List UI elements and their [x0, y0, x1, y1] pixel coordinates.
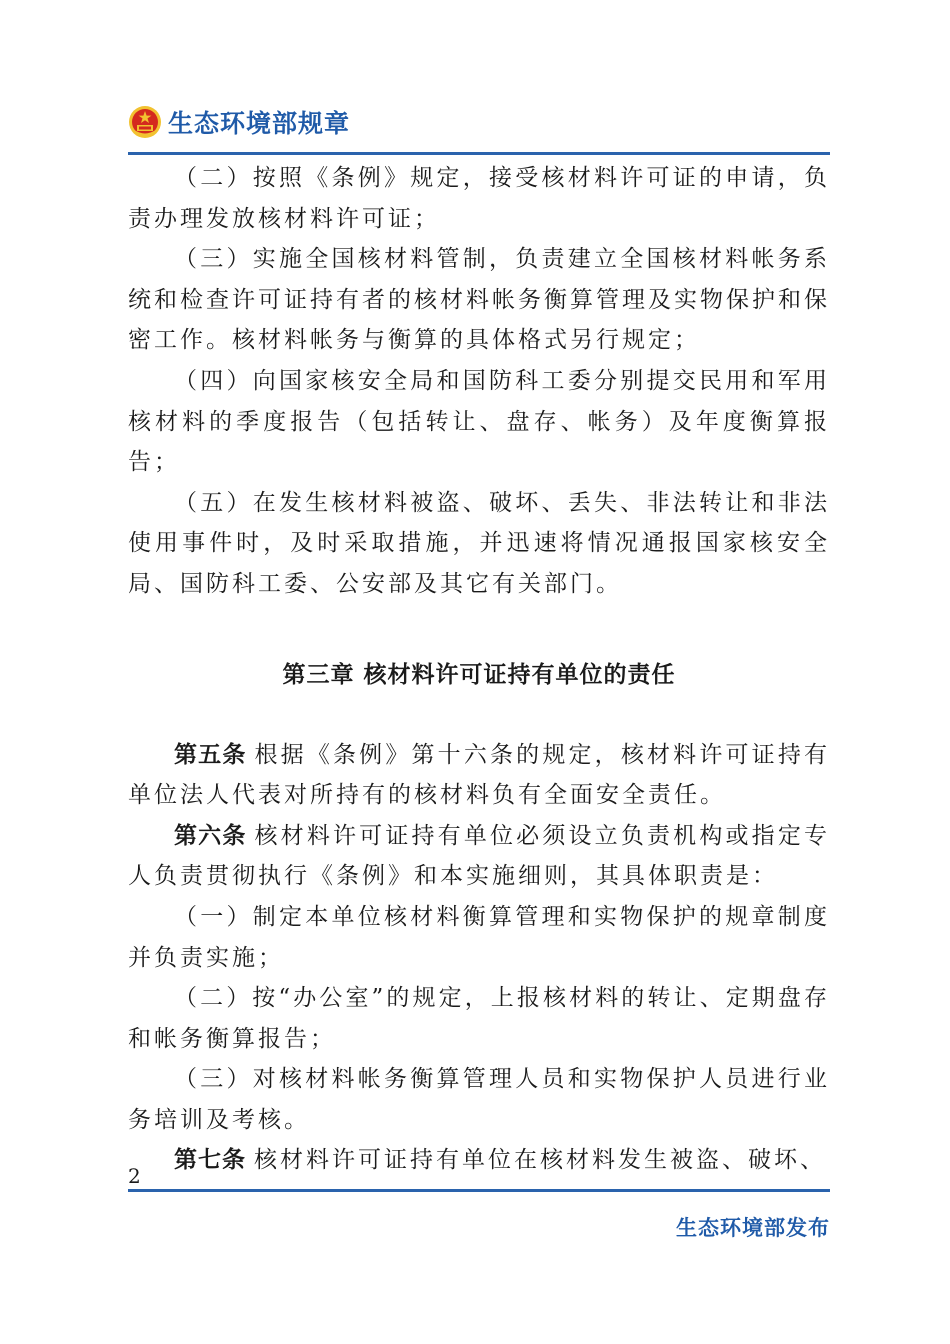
footer-publisher: 生态环境部发布	[676, 1216, 830, 1240]
article-6	[128, 816, 830, 897]
article-label: 第六条	[174, 822, 247, 849]
chapter-title: 第三章 核材料许可证持有单位的责任	[282, 661, 676, 688]
article-label: 第五条	[174, 741, 247, 768]
footer-divider	[128, 1189, 830, 1192]
page-header	[128, 98, 350, 146]
header-title: 生态环境部规章	[168, 109, 351, 138]
article-7	[128, 1140, 830, 1181]
paragraph: （五）在发生核材料被盗、破坏、丢失、非法转让和非法使用事件时，及时采取措施，并迅速将情况通报国家核安全局、国防科工委、公安部及其它有关部门。	[128, 489, 830, 597]
document-body	[128, 158, 830, 1181]
article-5	[128, 735, 830, 816]
paragraph: （三）实施全国核材料管制，负责建立全国核材料帐务系统和检查许可证持有者的核材料帐务衡算管理及实物保护和保密工作。核材料帐务与衡算的具体格式另行规定；	[128, 246, 830, 354]
paragraph: （四）向国家核安全局和国防科工委分别提交民用和军用核材料的季度报告（包括转让、盘存、帐务）及年度衡算报告；	[128, 367, 830, 476]
article-text: 核材料许可证持有单位在核材料发生被盗、破坏、	[254, 1147, 826, 1174]
article-text: 根据《条例》第十六条的规定，核材料许可证持有单位法人代表对所持有的核材料负有全面安全责任。	[128, 741, 830, 809]
paragraph: （二）按照《条例》规定，接受核材料许可证的申请，负责办理发放核材料许可证；	[128, 165, 830, 232]
header-divider	[128, 152, 830, 155]
national-emblem-icon	[128, 105, 162, 139]
page-number: 2	[128, 1164, 141, 1188]
paragraph: （三）对核材料帐务衡算管理人员和实物保护人员进行业务培训及考核。	[128, 1066, 830, 1133]
article-label: 第七条	[174, 1147, 246, 1174]
paragraph: （一）制定本单位核材料衡算管理和实物保护的规章制度并负责实施；	[128, 903, 830, 971]
paragraph: （二）按“办公室”的规定，上报核材料的转让、定期盘存和帐务衡算报告；	[128, 985, 830, 1052]
article-text: 核材料许可证持有单位必须设立负责机构或指定专人负责贯彻执行《条例》和本实施细则，其具体职责是：	[128, 822, 830, 890]
